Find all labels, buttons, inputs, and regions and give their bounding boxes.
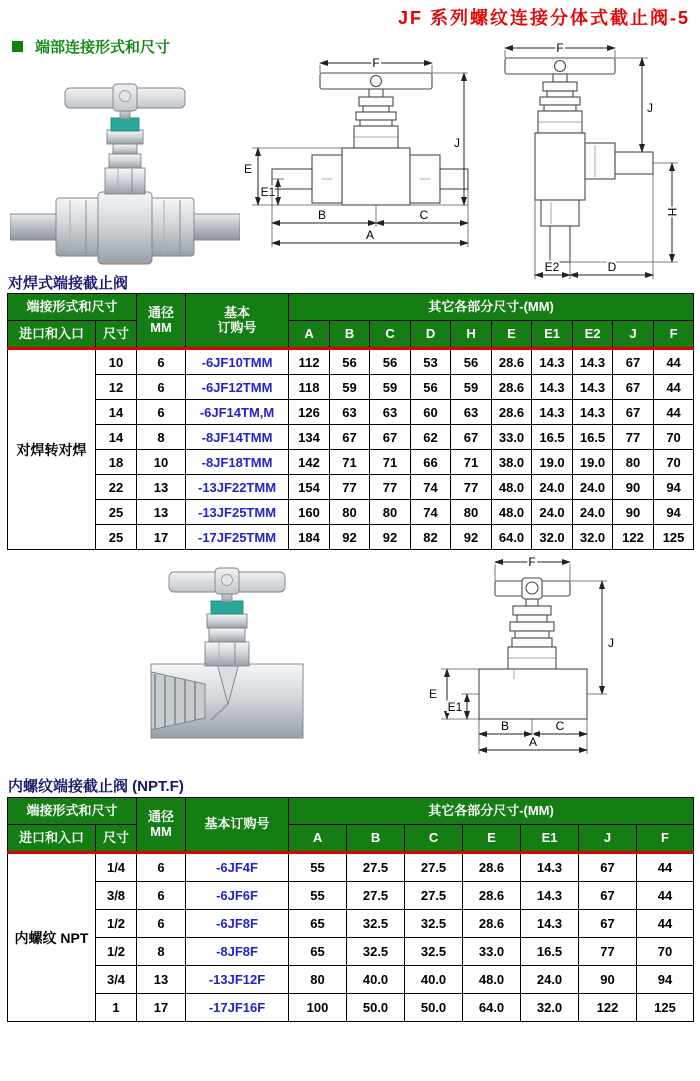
header-bore: 通径 MM [137, 798, 186, 853]
cell-dim: 14.3 [521, 882, 579, 910]
dim-label-F: F [556, 41, 564, 55]
cell-bore: 17 [137, 994, 186, 1022]
header-dim-col: F [654, 321, 694, 349]
cell-dim: 65 [289, 910, 347, 938]
cell-order: -6JF10TMM [186, 349, 289, 375]
cell-dim: 67 [330, 425, 370, 450]
cell-dim: 19.0 [532, 450, 573, 475]
cell-bore: 10 [137, 450, 186, 475]
cell-size: 14 [96, 425, 137, 450]
cell-order: -6JF12TMM [186, 375, 289, 400]
cell-size: 1/2 [96, 938, 137, 966]
cell-bore: 6 [137, 882, 186, 910]
header-dim-col: J [579, 825, 637, 853]
table1-caption: 对焊式端接截止阀 [8, 275, 129, 292]
cell-dim: 14.3 [573, 349, 613, 375]
cell-dim: 67 [613, 349, 654, 375]
cell-dim: 24.0 [521, 966, 579, 994]
cell-order: -13JF22TMM [186, 475, 289, 500]
cell-dim: 32.0 [532, 525, 573, 550]
cell-dim: 16.5 [521, 938, 579, 966]
cell-dim: 125 [637, 994, 694, 1022]
cell-dim: 32.5 [405, 910, 463, 938]
cell-dim: 65 [289, 938, 347, 966]
cell-order: -17JF25TMM [186, 525, 289, 550]
cell-dim: 55 [289, 853, 347, 882]
valve-drawing-angle [460, 40, 700, 285]
cell-dim: 16.5 [573, 425, 613, 450]
cell-dim: 90 [613, 475, 654, 500]
cell-dim: 44 [654, 375, 694, 400]
cell-bore: 6 [137, 400, 186, 425]
cell-dim: 24.0 [532, 475, 573, 500]
cell-bore: 13 [137, 475, 186, 500]
cell-dim: 56 [451, 349, 492, 375]
valve-photo-npt [147, 552, 309, 747]
cell-dim: 32.5 [405, 938, 463, 966]
cell-dim: 14.3 [532, 375, 573, 400]
cell-dim: 33.0 [463, 938, 521, 966]
table-row [8, 994, 694, 1022]
cell-dim: 94 [654, 500, 694, 525]
cell-dim: 56 [370, 349, 411, 375]
npt-table [7, 797, 693, 1022]
table-row [8, 450, 694, 475]
dim-label-C: C [419, 208, 429, 222]
table-row [8, 853, 694, 882]
header-order: 基本 订购号 [186, 294, 289, 349]
cell-dim: 27.5 [405, 882, 463, 910]
cell-dim: 74 [411, 475, 451, 500]
cell-order: -13JF12F [186, 966, 289, 994]
cell-bore: 6 [137, 375, 186, 400]
cell-dim: 44 [637, 882, 694, 910]
cell-dim: 27.5 [347, 882, 405, 910]
cell-dim: 14.3 [521, 910, 579, 938]
cell-dim: 44 [654, 400, 694, 425]
cell-dim: 64.0 [463, 994, 521, 1022]
cell-bore: 13 [137, 500, 186, 525]
cell-dim: 14.3 [573, 400, 613, 425]
section-header-label: 端部连接形式和尺寸 [35, 39, 171, 56]
cell-dim: 24.0 [573, 475, 613, 500]
cell-dim: 27.5 [347, 853, 405, 882]
cell-dim: 48.0 [492, 475, 532, 500]
cell-dim: 80 [451, 500, 492, 525]
cell-dim: 14.3 [521, 853, 579, 882]
cell-dim: 44 [654, 349, 694, 375]
valve-photo-butt-weld [10, 72, 240, 268]
cell-size: 25 [96, 500, 137, 525]
cell-dim: 82 [411, 525, 451, 550]
cell-order: -8JF18TMM [186, 450, 289, 475]
cell-bore: 8 [137, 938, 186, 966]
cell-dim: 56 [411, 375, 451, 400]
cell-bore: 13 [137, 966, 186, 994]
cell-dim: 184 [289, 525, 330, 550]
cell-size: 18 [96, 450, 137, 475]
cell-size: 3/8 [96, 882, 137, 910]
cell-dim: 122 [613, 525, 654, 550]
cell-dim: 126 [289, 400, 330, 425]
teal-band [111, 118, 139, 131]
cell-dim: 32.5 [347, 910, 405, 938]
cell-dim: 32.0 [573, 525, 613, 550]
cell-dim: 67 [451, 425, 492, 450]
cell-bore: 17 [137, 525, 186, 550]
cell-dim: 112 [289, 349, 330, 375]
dim-label-J: J [608, 636, 614, 650]
dim-label-J: J [454, 136, 460, 150]
cell-dim: 59 [370, 375, 411, 400]
cell-dim: 142 [289, 450, 330, 475]
cell-dim: 71 [451, 450, 492, 475]
cell-dim: 134 [289, 425, 330, 450]
dim-label-F: F [372, 56, 380, 70]
page-title: JF 系列螺纹连接分体式截止阀-5 [397, 8, 690, 28]
cell-order: -17JF16F [186, 994, 289, 1022]
cell-dim: 38.0 [492, 450, 532, 475]
cell-dim: 19.0 [573, 450, 613, 475]
cell-dim: 63 [330, 400, 370, 425]
dim-label-J: J [647, 101, 653, 115]
cell-order: -6JF14TM,M [186, 400, 289, 425]
dim-label-E1: E1 [447, 700, 463, 714]
teal-band [211, 601, 243, 614]
dim-label-E: E [243, 162, 253, 176]
header-order: 基本订购号 [186, 798, 289, 853]
header-dim-col: E1 [532, 321, 573, 349]
cell-dim: 92 [330, 525, 370, 550]
header-dim-col: C [405, 825, 463, 853]
cell-dim: 53 [411, 349, 451, 375]
header-inlet: 进口和入口 [8, 825, 96, 853]
cell-dim: 94 [654, 475, 694, 500]
table-row [8, 425, 694, 450]
cell-dim: 70 [654, 425, 694, 450]
header-dim-col: F [637, 825, 694, 853]
cell-dim: 24.0 [573, 500, 613, 525]
cell-dim: 67 [579, 882, 637, 910]
cell-dim: 92 [370, 525, 411, 550]
cell-bore: 8 [137, 425, 186, 450]
cell-order: -8JF8F [186, 938, 289, 966]
cell-order: -13JF25TMM [186, 500, 289, 525]
cell-dim: 50.0 [405, 994, 463, 1022]
cell-dim: 77 [370, 475, 411, 500]
dim-label-E2: E2 [544, 260, 560, 274]
cell-dim: 100 [289, 994, 347, 1022]
cell-dim: 90 [613, 500, 654, 525]
header-inlet: 进口和入口 [8, 321, 96, 349]
cell-dim: 32.5 [347, 938, 405, 966]
cell-dim: 44 [637, 910, 694, 938]
cell-dim: 28.6 [463, 853, 521, 882]
cell-order: -6JF8F [186, 910, 289, 938]
cell-dim: 67 [613, 400, 654, 425]
cell-dim: 77 [579, 938, 637, 966]
cell-dim: 40.0 [405, 966, 463, 994]
dim-label-E1: E1 [260, 185, 276, 199]
cell-dim: 118 [289, 375, 330, 400]
valve-drawing-npt [415, 552, 700, 772]
cell-dim: 80 [289, 966, 347, 994]
cell-dim: 122 [579, 994, 637, 1022]
header-size: 尺寸 [96, 825, 137, 853]
dim-label-B: B [317, 208, 327, 222]
cell-dim: 125 [654, 525, 694, 550]
dim-label-B: B [500, 719, 510, 733]
row-group-label: 内螺纹 NPT [8, 853, 96, 1022]
header-dim-col: E2 [573, 321, 613, 349]
cell-dim: 80 [370, 500, 411, 525]
header-conn-group: 端接形式和尺寸 [8, 294, 137, 321]
header-conn-group: 端接形式和尺寸 [8, 798, 137, 825]
cell-dim: 74 [411, 500, 451, 525]
cell-dim: 64.0 [492, 525, 532, 550]
cell-dim: 94 [637, 966, 694, 994]
cell-order: -6JF4F [186, 853, 289, 882]
cell-dim: 14.3 [573, 375, 613, 400]
dim-label-A: A [365, 228, 375, 242]
cell-dim: 67 [579, 853, 637, 882]
cell-dim: 77 [451, 475, 492, 500]
cell-dim: 24.0 [532, 500, 573, 525]
table-row [8, 910, 694, 938]
cell-dim: 32.0 [521, 994, 579, 1022]
cell-bore: 6 [137, 910, 186, 938]
header-dim-col: D [411, 321, 451, 349]
cell-order: -8JF14TMM [186, 425, 289, 450]
dim-label-H: H [665, 207, 679, 217]
butt-weld-table [7, 293, 693, 550]
cell-size: 12 [96, 375, 137, 400]
cell-dim: 63 [451, 400, 492, 425]
header-dim-col: A [289, 321, 330, 349]
cell-order: -6JF6F [186, 882, 289, 910]
cell-dim: 40.0 [347, 966, 405, 994]
section-header [12, 36, 170, 57]
cell-dim: 67 [579, 910, 637, 938]
cell-size: 22 [96, 475, 137, 500]
cell-dim: 60 [411, 400, 451, 425]
cell-dim: 92 [451, 525, 492, 550]
dim-label-E: E [428, 687, 438, 701]
cell-size: 1/4 [96, 853, 137, 882]
cell-size: 14 [96, 400, 137, 425]
valve-drawing-straight [236, 55, 476, 280]
table-row [8, 349, 694, 375]
cell-size: 3/4 [96, 966, 137, 994]
cell-dim: 50.0 [347, 994, 405, 1022]
section-bullet-icon [12, 41, 23, 52]
table-row [8, 938, 694, 966]
header-dim-col: C [370, 321, 411, 349]
table2-caption: 内螺纹端接截止阀 (NPT.F) [8, 778, 184, 795]
table-row [8, 375, 694, 400]
cell-dim: 28.6 [492, 400, 532, 425]
cell-size: 10 [96, 349, 137, 375]
cell-dim: 28.6 [492, 349, 532, 375]
table-row [8, 966, 694, 994]
cell-size: 1 [96, 994, 137, 1022]
header-dim-col: H [451, 321, 492, 349]
table-row [8, 500, 694, 525]
header-size: 尺寸 [96, 321, 137, 349]
cell-dim: 27.5 [405, 853, 463, 882]
header-dim-col: E1 [521, 825, 579, 853]
header-dim-col: A [289, 825, 347, 853]
cell-bore: 6 [137, 853, 186, 882]
cell-dim: 48.0 [492, 500, 532, 525]
header-dim-col: B [347, 825, 405, 853]
cell-dim: 160 [289, 500, 330, 525]
header-dim-col: B [330, 321, 370, 349]
header-bore: 通径 MM [137, 294, 186, 349]
cell-dim: 14.3 [532, 400, 573, 425]
cell-dim: 14.3 [532, 349, 573, 375]
cell-dim: 33.0 [492, 425, 532, 450]
cell-dim: 90 [579, 966, 637, 994]
cell-dim: 59 [330, 375, 370, 400]
cell-size: 25 [96, 525, 137, 550]
cell-dim: 80 [613, 450, 654, 475]
cell-size: 1/2 [96, 910, 137, 938]
cell-dim: 67 [370, 425, 411, 450]
cell-dim: 67 [613, 375, 654, 400]
cell-bore: 6 [137, 349, 186, 375]
table-row [8, 882, 694, 910]
header-dim-col: J [613, 321, 654, 349]
table-row [8, 525, 694, 550]
cell-dim: 154 [289, 475, 330, 500]
cell-dim: 71 [370, 450, 411, 475]
header-dims-group: 其它各部分尺寸-(MM) [289, 798, 694, 825]
header-dim-col: E [463, 825, 521, 853]
cell-dim: 63 [370, 400, 411, 425]
cell-dim: 28.6 [463, 882, 521, 910]
cell-dim: 70 [637, 938, 694, 966]
cell-dim: 56 [330, 349, 370, 375]
dim-label-A: A [528, 735, 538, 749]
header-dim-col: E [492, 321, 532, 349]
cell-dim: 80 [330, 500, 370, 525]
dim-label-F: F [528, 555, 536, 569]
cell-dim: 77 [613, 425, 654, 450]
cell-dim: 71 [330, 450, 370, 475]
cell-dim: 28.6 [492, 375, 532, 400]
cell-dim: 28.6 [463, 910, 521, 938]
dim-label-D: D [607, 260, 617, 274]
cell-dim: 59 [451, 375, 492, 400]
cell-dim: 77 [330, 475, 370, 500]
dim-label-C: C [555, 719, 565, 733]
header-dims-group: 其它各部分尺寸-(MM) [289, 294, 694, 321]
cell-dim: 62 [411, 425, 451, 450]
cell-dim: 44 [637, 853, 694, 882]
cell-dim: 16.5 [532, 425, 573, 450]
cell-dim: 66 [411, 450, 451, 475]
row-group-label: 对焊转对焊 [8, 349, 96, 550]
table-row [8, 475, 694, 500]
table-row [8, 400, 694, 425]
cell-dim: 48.0 [463, 966, 521, 994]
cell-dim: 70 [654, 450, 694, 475]
cell-dim: 55 [289, 882, 347, 910]
